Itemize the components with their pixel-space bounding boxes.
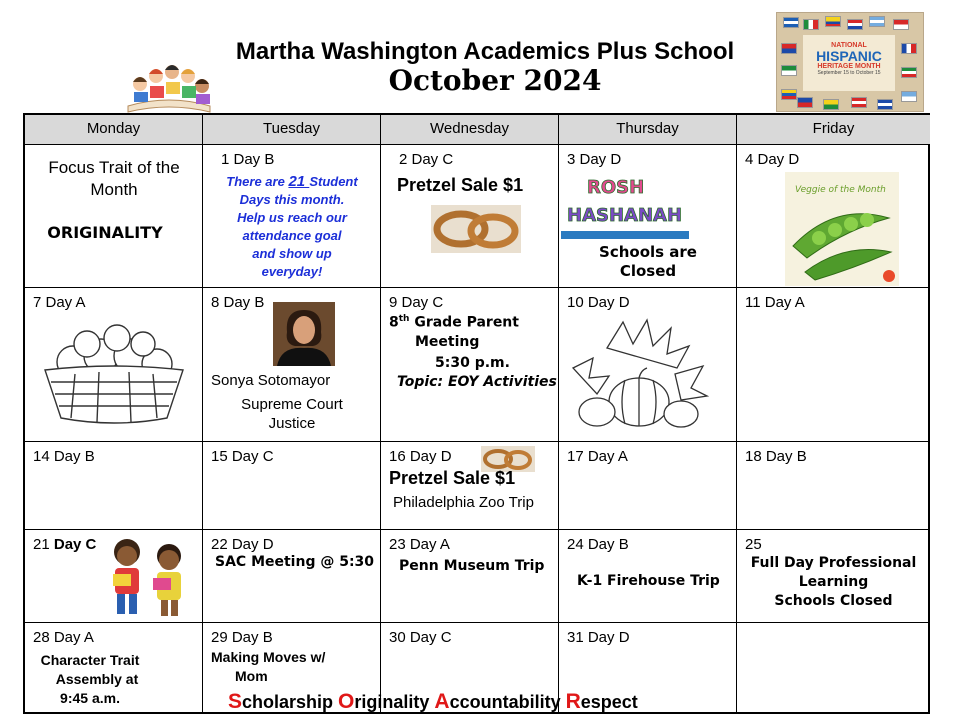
badge-national-label: NATIONAL [831, 42, 867, 49]
day-label: 10 Day D [567, 294, 630, 311]
day-cell-oct-21 [25, 530, 203, 623]
day-label: 11 Day A [745, 294, 805, 311]
pumpkin-harvest-drawing [567, 318, 709, 432]
week-row-4 [25, 530, 928, 623]
professional-learning-note: Full Day Professional Learning Schools Closed [750, 555, 917, 609]
kids-reading-books-illustration [105, 532, 193, 622]
day-cell-oct-10 [559, 288, 737, 442]
firehouse-trip-event: K-1 Firehouse Trip [577, 573, 720, 589]
day-cell-oct-1 [203, 145, 381, 288]
pretzel-sale-event: Pretzel Sale $1 [397, 175, 524, 195]
day-label: 17 Day A [567, 448, 628, 465]
attendance-days-count: 21 [288, 173, 310, 190]
parent-meeting-topic: Topic: EOY Activities [397, 374, 557, 390]
week-row-3 [25, 442, 928, 530]
school-name: Martha Washington Academics Plus School [235, 38, 735, 65]
motto-initial-a: A [434, 690, 450, 713]
day-cell-oct-18 [737, 442, 930, 530]
day-cell-oct-3 [559, 145, 737, 288]
hispanic-heritage-month-badge [776, 12, 924, 112]
motto-word-respect: espect [580, 692, 638, 712]
penn-museum-trip-event: Penn Museum Trip [399, 558, 545, 574]
day-label: 15 Day C [211, 448, 274, 465]
day-cell-focus-trait [25, 145, 203, 288]
attendance-note: There are 21 Student Days this month. Help us reach our attendance goal and show up everyday! [226, 173, 358, 279]
day-label: 22 Day D [211, 536, 274, 553]
day-label: 21 Day C [33, 536, 97, 553]
parent-meeting-event: 8th Grade Parent Meeting 5:30 p.m. [389, 314, 519, 371]
day-cell-oct-28 [25, 623, 203, 712]
making-moves-event: Making Moves w/ Mom [211, 649, 326, 684]
badge-dates-label: September 15 to October 15 [817, 70, 881, 76]
zoo-trip-event: Philadelphia Zoo Trip [393, 494, 534, 511]
day-label: 8 Day B [211, 294, 265, 311]
day-cell-oct-4 [737, 145, 930, 288]
weekday-header-monday: Monday [25, 115, 203, 145]
day-cell-oct-25 [737, 530, 930, 623]
pretzel-sale-event: Pretzel Sale $1 [389, 468, 516, 488]
badge-hispanic-label: HISPANIC [816, 48, 882, 64]
motto-word-scholarship: cholarship [242, 692, 339, 712]
day-cell-oct-22 [203, 530, 381, 623]
day-cell-oct-24 [559, 530, 737, 623]
day-cell-oct-16 [381, 442, 559, 530]
apple-basket-drawing [41, 322, 187, 430]
day-cell-oct-7 [25, 288, 203, 442]
banner-hashanah-text: HASHANAH [567, 205, 683, 226]
day-label: 18 Day B [745, 448, 807, 465]
day-cell-oct-8 [203, 288, 381, 442]
day-label: 16 Day D [389, 448, 452, 465]
day-label: 3 Day D [567, 151, 622, 168]
school-motto [228, 690, 638, 714]
focus-trait-heading-line2: Month [90, 180, 138, 199]
day-cell-empty [737, 623, 930, 712]
veggie-of-the-month-image [785, 172, 899, 286]
day-label: 24 Day B [567, 536, 629, 553]
focus-trait-value: ORIGINALITY [47, 223, 163, 242]
sonia-sotomayor-portrait [273, 302, 335, 366]
day-cell-oct-17 [559, 442, 737, 530]
day-cell-oct-15 [203, 442, 381, 530]
day-label: 7 Day A [33, 294, 86, 311]
sac-meeting-event: SAC Meeting @ 5:30 [215, 554, 375, 570]
day-label: 23 Day A [389, 536, 450, 553]
rosh-hashanah-banner [561, 171, 689, 239]
focus-trait-heading-line1: Focus Trait of the [48, 158, 180, 177]
day-label: 14 Day B [33, 448, 95, 465]
day-cell-oct-14 [25, 442, 203, 530]
veggie-label: Veggie of the Month [795, 185, 886, 195]
weekday-header-thursday: Thursday [559, 115, 737, 145]
honoree-name: Sonya Sotomayor [211, 372, 331, 389]
month-title: October 2024 [388, 64, 602, 97]
day-label: 31 Day D [567, 629, 630, 646]
october-calendar-grid [23, 113, 930, 714]
motto-initial-o: O [338, 690, 355, 713]
parent-meeting-time: 5:30 p.m. [435, 354, 510, 371]
badge-heritage-month-label: HERITAGE MONTH [817, 63, 881, 70]
day-label: 29 Day B [211, 629, 273, 646]
weekday-header-friday: Friday [737, 115, 930, 145]
motto-initial-s: S [228, 690, 243, 713]
weekday-header-wednesday: Wednesday [381, 115, 559, 145]
day-label: 1 Day B [221, 151, 275, 168]
motto-word-originality: riginality [354, 692, 435, 712]
day-cell-oct-9 [381, 288, 559, 442]
day-label: 9 Day C [389, 294, 444, 311]
week-row-2 [25, 288, 928, 442]
day-label: 30 Day C [389, 629, 452, 646]
banner-rosh-text: ROSH [587, 177, 645, 198]
pretzel-image [431, 205, 521, 253]
day-label: 25 [745, 536, 762, 553]
motto-initial-r: R [565, 690, 581, 713]
honoree-title: Supreme Court Justice [241, 396, 343, 432]
day-cell-oct-11 [737, 288, 930, 442]
weekday-header-tuesday: Tuesday [203, 115, 381, 145]
day-label: 28 Day A [33, 629, 94, 646]
day-cell-oct-23 [381, 530, 559, 623]
day-label: 4 Day D [745, 151, 800, 168]
schools-closed-note: Schools are Closed [599, 243, 697, 280]
motto-word-accountability: ccountability [449, 692, 566, 712]
kids-reading-illustration [124, 58, 214, 114]
day-cell-oct-2 [381, 145, 559, 288]
week-row-1 [25, 145, 928, 288]
weekday-header-row [25, 115, 928, 145]
character-assembly-event: Character Trait Assembly at 9:45 a.m. [40, 652, 140, 706]
day-label: 2 Day C [399, 151, 454, 168]
